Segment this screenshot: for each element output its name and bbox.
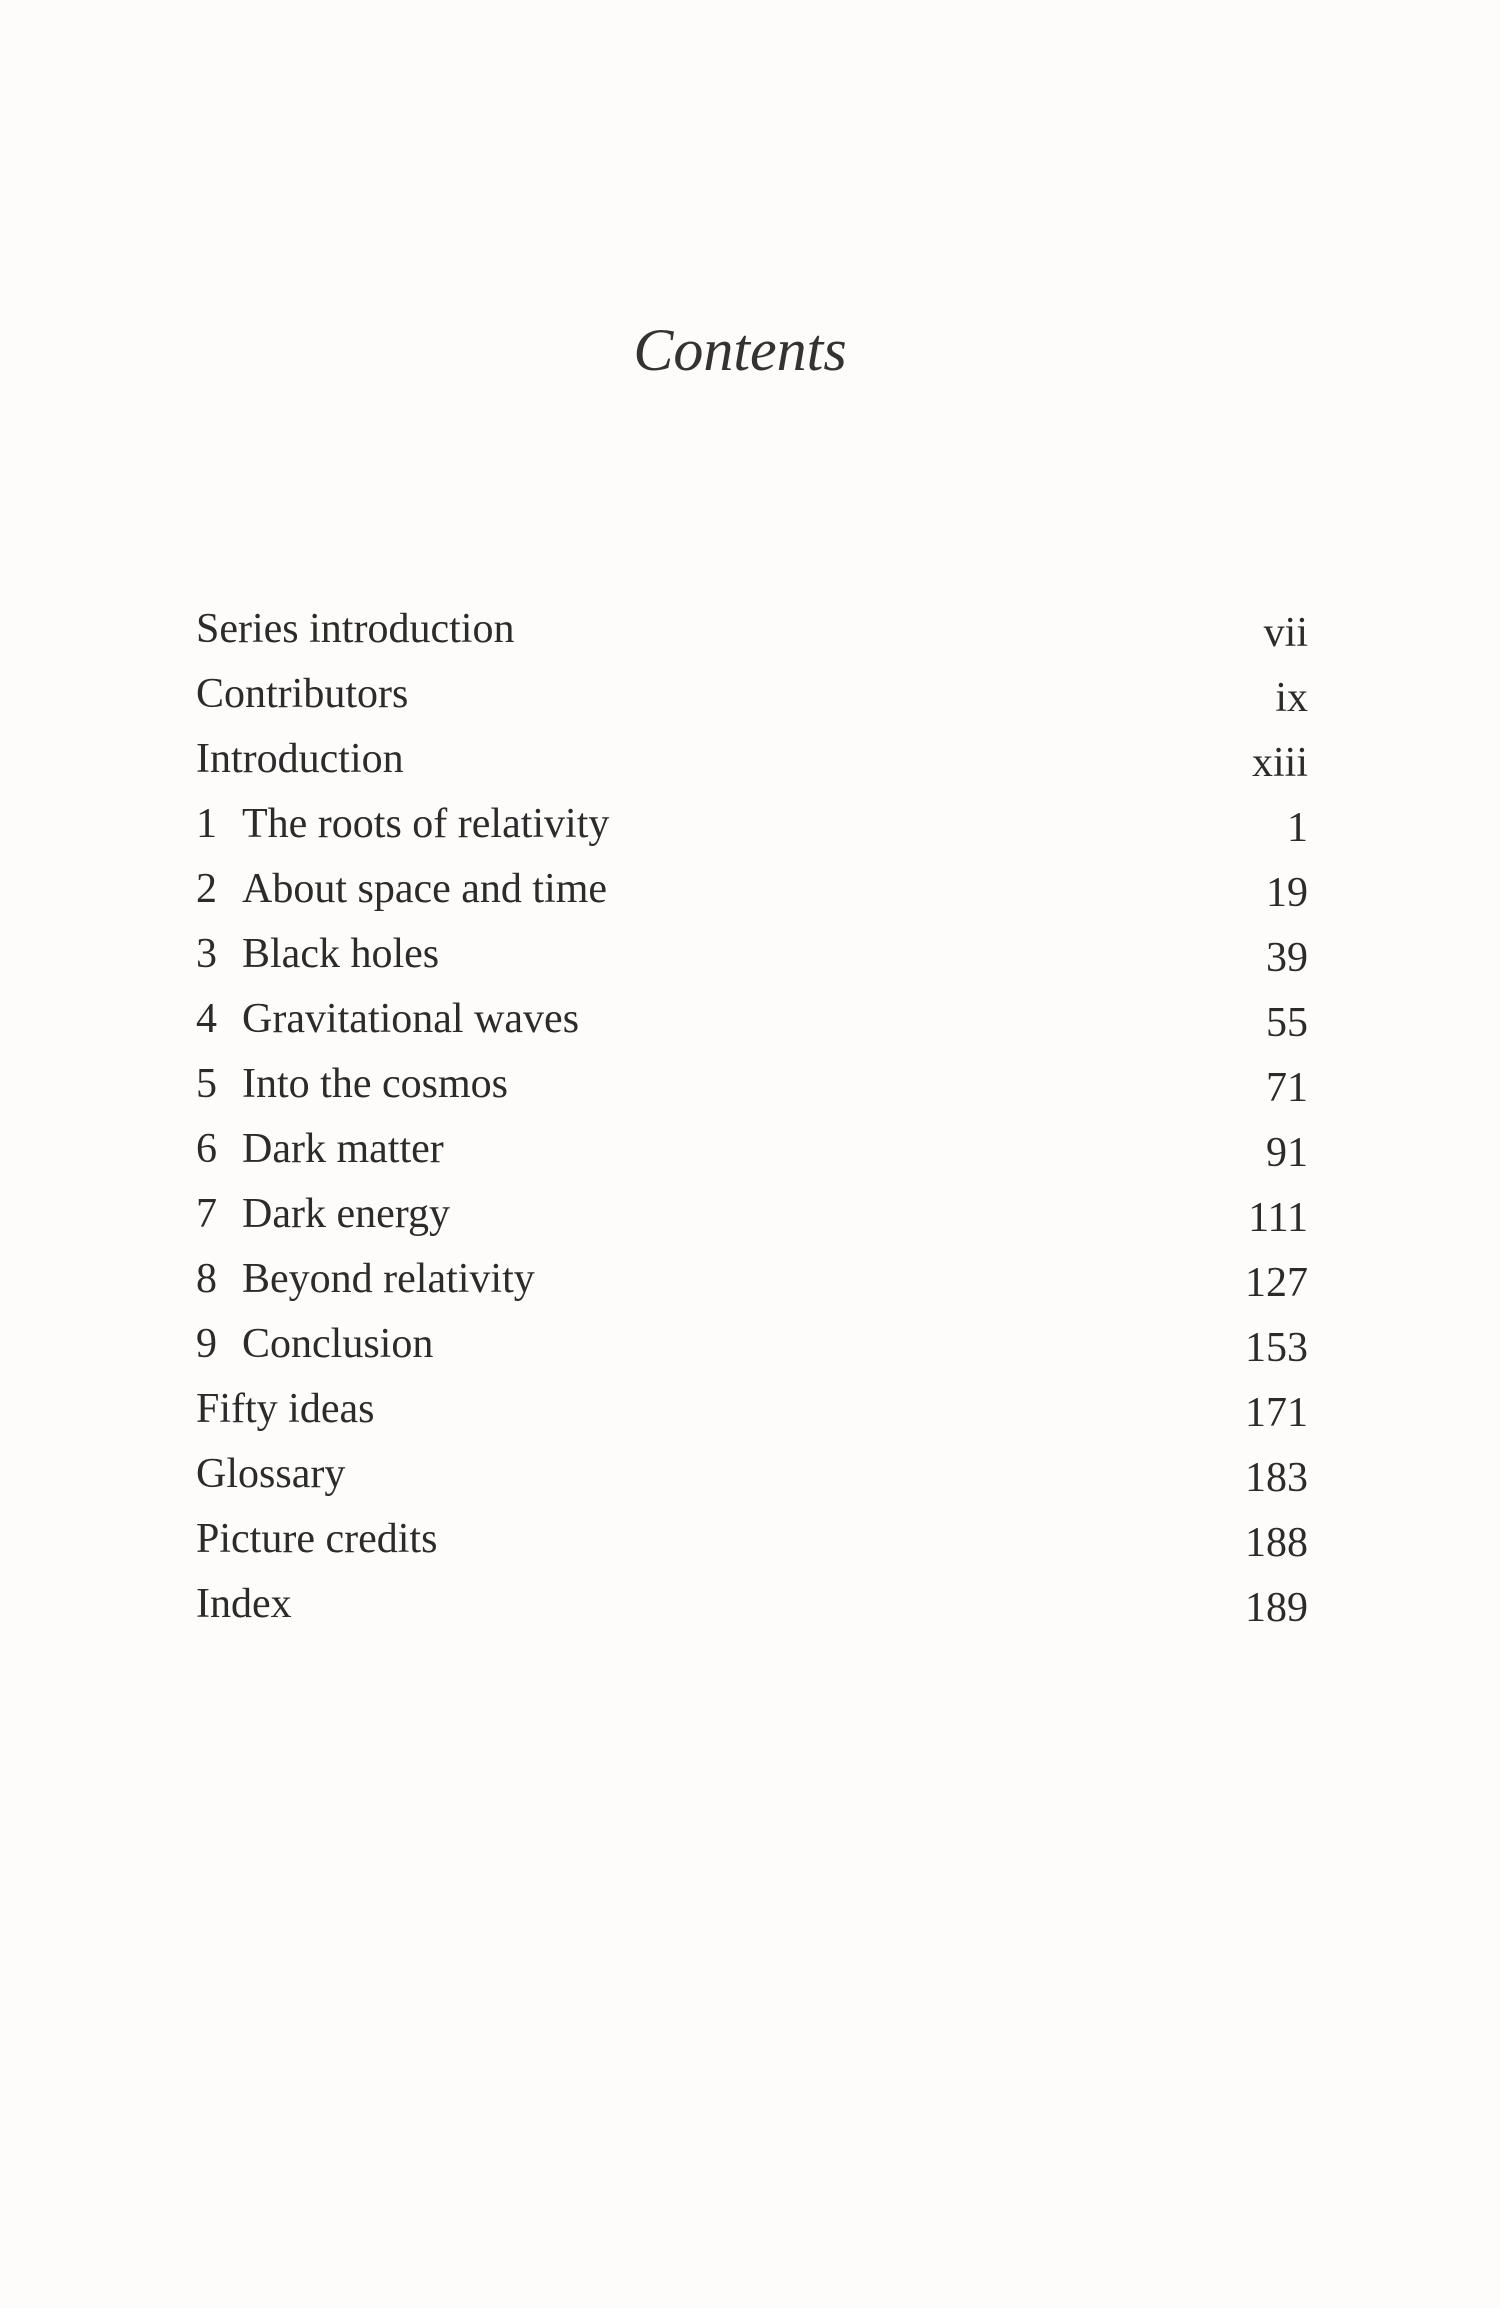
toc-entry-chapter-3[interactable] [196,922,1308,987]
chapter-title: The roots of relativity [242,801,610,847]
toc-entry-page: 71 [1266,1065,1308,1111]
toc-entry-chapter-7[interactable] [196,1182,1308,1247]
toc-entry-page: 111 [1248,1195,1308,1241]
chapter-title: Dark matter [242,1126,444,1172]
toc-entry-page: 171 [1245,1390,1308,1436]
toc-entry-label [196,1182,450,1247]
toc-entry-chapter-2[interactable] [196,857,1308,922]
toc-entry-label [196,857,607,922]
chapter-title: Beyond relativity [242,1256,535,1302]
toc-entry-label [196,1312,433,1377]
chapter-number: 4 [196,996,217,1042]
toc-entry-page: 19 [1266,870,1308,916]
toc-entry-contributors[interactable] [196,662,1308,727]
chapter-title: Into the cosmos [242,1061,508,1107]
toc-entry-chapter-6[interactable] [196,1117,1308,1182]
toc-entry-fifty-ideas[interactable] [196,1377,1308,1442]
toc-entry-glossary[interactable] [196,1442,1308,1507]
toc-entry-page: 183 [1245,1455,1308,1501]
toc-entry-page: 188 [1245,1520,1308,1566]
toc-entry-label: Contributors [196,671,409,717]
chapter-number: 7 [196,1191,217,1237]
chapter-number: 1 [196,801,217,847]
toc-entry-page: 91 [1266,1130,1308,1176]
chapter-number: 9 [196,1321,217,1367]
toc-entry-page: 127 [1245,1260,1308,1306]
toc-entry-page: 1 [1287,805,1308,851]
table-of-contents [196,597,1308,1637]
toc-entry-label: Fifty ideas [196,1386,375,1432]
chapter-title: Dark energy [242,1191,450,1237]
chapter-title: Black holes [242,931,440,977]
toc-entry-label [196,1247,535,1312]
chapter-title: About space and time [242,866,608,912]
toc-entry-label [196,792,609,857]
toc-entry-label: Glossary [196,1451,346,1497]
chapter-number: 6 [196,1126,217,1172]
chapter-number: 5 [196,1061,217,1107]
toc-entry-chapter-9[interactable] [196,1312,1308,1377]
toc-entry-label: Series introduction [196,606,515,652]
chapter-title: Gravitational waves [242,996,580,1042]
toc-entry-picture-credits[interactable] [196,1507,1308,1572]
chapter-number: 2 [196,866,217,912]
toc-entry-label: Picture credits [196,1516,438,1562]
toc-entry-label [196,922,439,987]
toc-entry-introduction[interactable] [196,727,1308,792]
toc-entry-chapter-5[interactable] [196,1052,1308,1117]
toc-entry-page: ix [1275,675,1308,721]
toc-entry-page: vii [1263,610,1308,656]
toc-entry-page: 55 [1266,1000,1308,1046]
toc-entry-series-introduction[interactable] [196,597,1308,662]
chapter-title: Conclusion [242,1321,434,1367]
toc-entry-label: Introduction [196,736,404,782]
toc-entry-label: Index [196,1581,292,1627]
toc-entry-chapter-8[interactable] [196,1247,1308,1312]
toc-entry-chapter-1[interactable] [196,792,1308,857]
toc-entry-chapter-4[interactable] [196,987,1308,1052]
page-title: Contents [633,317,847,383]
chapter-number: 3 [196,931,217,977]
toc-entry-index[interactable] [196,1572,1308,1637]
toc-entry-label [196,987,579,1052]
toc-entry-label [196,1117,444,1182]
chapter-number: 8 [196,1256,217,1302]
toc-entry-page: xiii [1251,740,1308,786]
toc-entry-page: 189 [1245,1585,1308,1631]
toc-entry-page: 39 [1266,935,1308,981]
toc-entry-label [196,1052,508,1117]
toc-entry-page: 153 [1245,1325,1308,1371]
